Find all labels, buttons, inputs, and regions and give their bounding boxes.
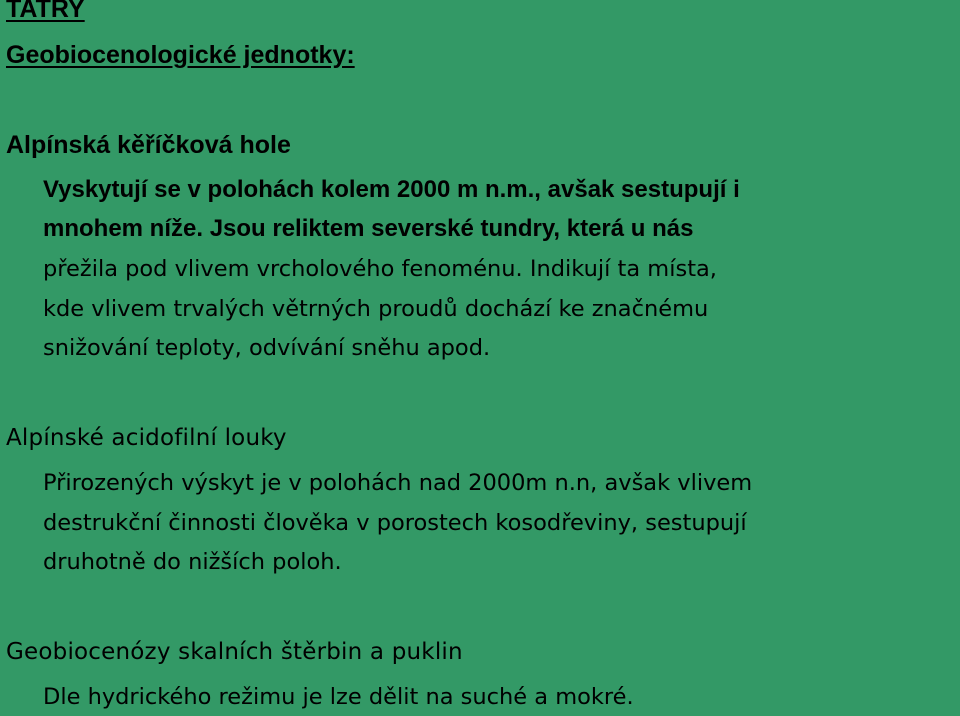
paragraph-line: kde vlivem trvalých větrných proudů dochází ke značnému	[43, 296, 709, 322]
slide-subtitle: Geobiocenologické jednotky:	[6, 41, 355, 69]
section-heading-alpine-heath: Alpínská kěříčková hole	[6, 131, 291, 159]
paragraph-line: Dle hydrického režimu je lze dělit na suché a mokré.	[43, 684, 634, 710]
section-heading-alpine-meadows: Alpínské acidofilní louky	[6, 425, 287, 451]
paragraph-line: Vyskytují se v polohách kolem 2000 m n.m., avšak sestupují i	[43, 176, 740, 203]
section-heading-rock-crevices: Geobiocenózy skalních štěrbin a puklin	[6, 639, 463, 665]
paragraph-line: destrukční činnosti člověka v porostech kosodřeviny, sestupují	[43, 510, 747, 536]
paragraph-line: Přirozených výskyt je v polohách nad 2000m n.n, avšak vlivem	[43, 470, 753, 496]
paragraph-line: mnohem níže. Jsou reliktem severské tundry, která u nás	[43, 215, 694, 242]
paragraph-line: snižování teploty, odvívání sněhu apod.	[43, 335, 491, 361]
slide-title: TATRY	[6, 0, 85, 23]
paragraph-line: přežila pod vlivem vrcholového fenoménu. Indikují ta místa,	[43, 256, 717, 282]
paragraph-line: druhotně do nižších poloh.	[43, 549, 342, 575]
